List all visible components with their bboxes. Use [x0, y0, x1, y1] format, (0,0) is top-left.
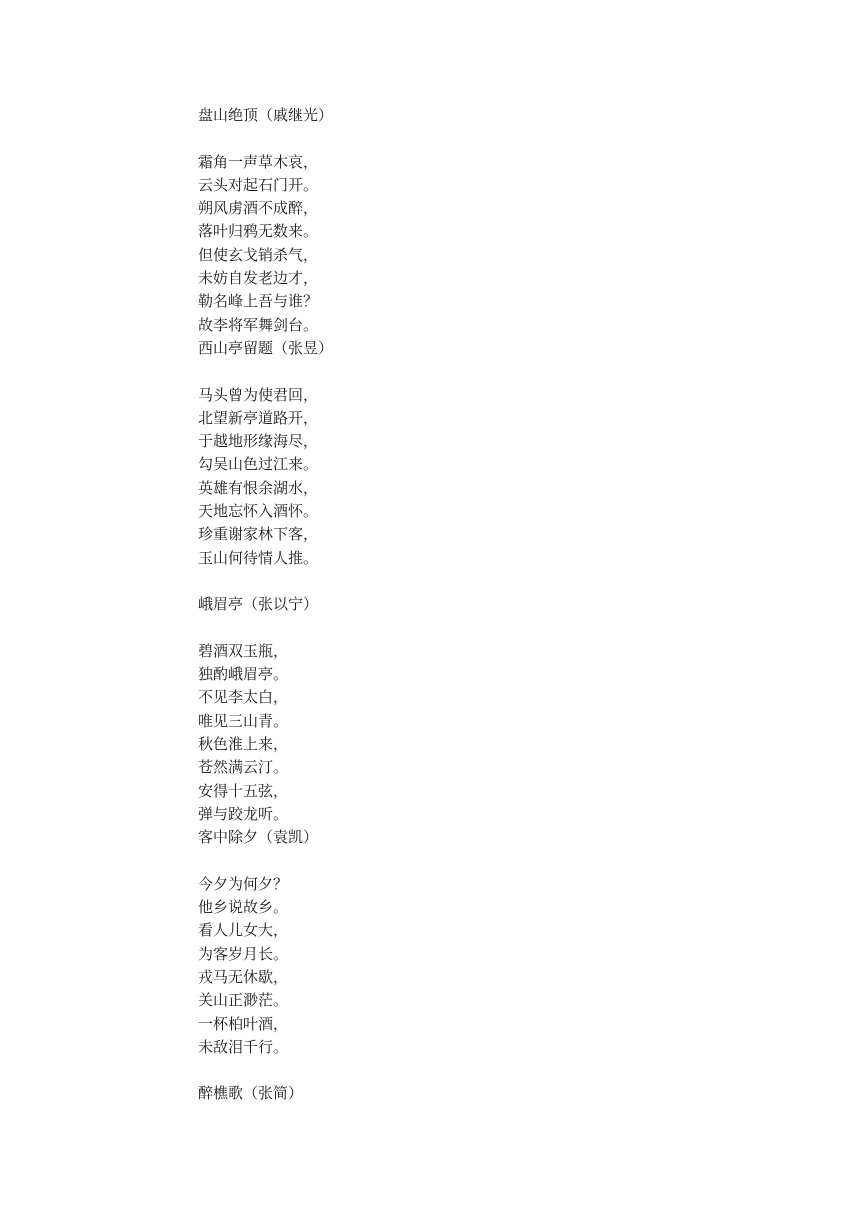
poem-line: 弹与跤龙听。	[198, 804, 289, 823]
poem-line: 勒名峰上吾与谁？	[198, 292, 319, 311]
poem-line: 珍重谢家林下客，	[198, 525, 319, 544]
poem-line: 但使玄戈销杀气，	[198, 245, 319, 264]
poem-line: 霜角一声草木哀，	[198, 152, 319, 171]
poem-line: 未敌泪千行。	[198, 1037, 289, 1056]
poem-line: 故李将军舞剑台。	[198, 315, 319, 334]
poem-title: 醉樵歌（张简）	[198, 1084, 304, 1103]
blank-line	[198, 570, 798, 593]
poem-title: 盘山绝顶（戚继光）	[198, 106, 334, 124]
poem-line: 玉山何待情人推。	[198, 548, 319, 567]
document-page	[198, 104, 798, 1106]
poem-title: 客中除夕（袁凯）	[198, 828, 319, 847]
blank-line	[198, 617, 798, 640]
blank-line	[198, 1059, 798, 1082]
poem-line: 于越地形缘海尽，	[198, 432, 319, 451]
poem-line: 英雄有恨余湖水，	[198, 478, 319, 497]
poem-line: 天地忘怀入酒怀。	[198, 502, 319, 521]
poem-line: 唯见三山青。	[198, 711, 289, 730]
poem-line: 独酌峨眉亭。	[198, 665, 289, 684]
poem-line: 一杯柏叶酒，	[198, 1014, 289, 1033]
poem-line: 安得十五弦，	[198, 781, 289, 800]
poem-line: 为客岁月长。	[198, 944, 289, 963]
poem-line: 苍然满云汀。	[198, 758, 289, 777]
poem-line: 北望新亭道路开，	[198, 408, 319, 427]
poem-line: 马头曾为使君回，	[198, 385, 319, 404]
poem-line: 勾吴山色过江来。	[198, 455, 319, 474]
poem-line: 云头对起石门开。	[198, 175, 319, 194]
poem-line: 看人儿女大，	[198, 921, 289, 940]
blank-line	[198, 360, 798, 383]
poem-line: 他乡说故乡。	[198, 898, 289, 917]
blank-line	[198, 127, 798, 150]
poem-line: 碧酒双玉瓶，	[198, 641, 289, 660]
poem-line: 秋色淮上来，	[198, 735, 289, 754]
blank-line	[198, 850, 798, 873]
poem-line: 戎马无休歇，	[198, 967, 289, 986]
poem-line: 朔风虏酒不成醉，	[198, 199, 319, 218]
poem-title: 峨眉亭（张以宁）	[198, 595, 319, 614]
poem-line: 关山正渺茫。	[198, 991, 289, 1010]
poem-line: 今夕为何夕？	[198, 874, 289, 893]
poem-line: 不见李太白，	[198, 688, 289, 707]
poem-title: 西山亭留题（张昱）	[198, 338, 334, 357]
poem-line: 落叶归鸦无数来。	[198, 222, 319, 241]
poem-line: 未妨自发老边才，	[198, 269, 319, 288]
